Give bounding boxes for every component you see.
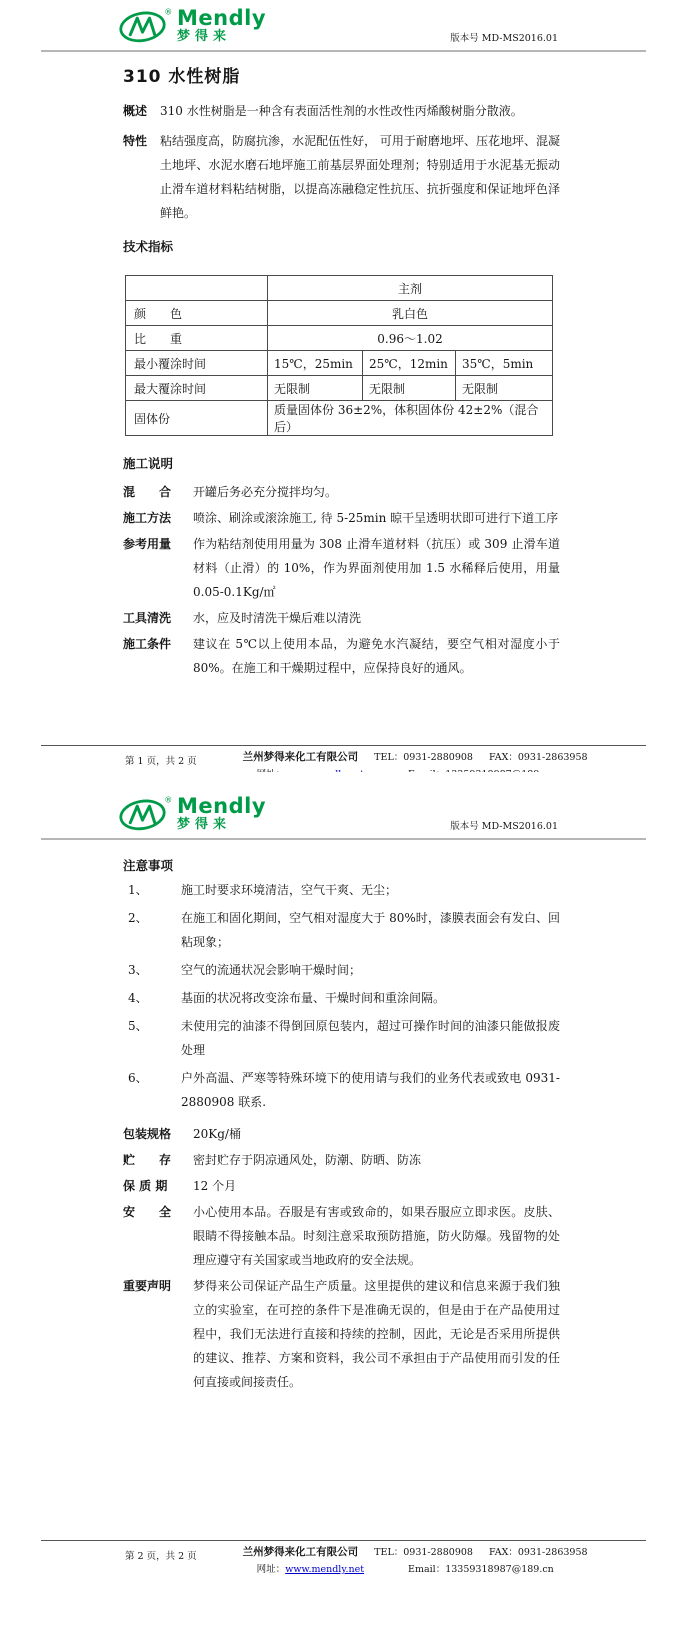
- note-text: 未使用完的油漆不得倒回原包装内，超过可操作时间的油漆只能做报废处理: [181, 1019, 560, 1057]
- features-section: [123, 129, 560, 225]
- logo-text: [177, 796, 266, 831]
- table-row: [126, 351, 553, 376]
- info-item-shelf-life: [123, 1174, 560, 1198]
- table-cell-label: 颜 色: [126, 301, 268, 326]
- note-text: 施工时要求环境清洁，空气干爽、无尘；: [181, 883, 398, 897]
- table-row: [126, 301, 553, 326]
- item-label: 混 合: [123, 485, 172, 499]
- company-name: 兰州梦得来化工有限公司: [242, 1546, 359, 1558]
- overview-label: 概述: [123, 104, 148, 118]
- fax-label: FAX：0931-2863958: [488, 1547, 588, 1558]
- construction-item-tool-cleaning: [123, 606, 560, 630]
- website-label: 网址：: [256, 1564, 286, 1575]
- note-item: [128, 1066, 560, 1114]
- page-2: [0, 772, 687, 1638]
- note-number: 4、: [128, 991, 148, 1005]
- company-logo: [118, 794, 266, 834]
- logo-brand-name: Mendly: [177, 6, 267, 30]
- version-label: 版本号 MD-MS2016.01: [450, 33, 558, 44]
- table-cell-main-agent: 主剂: [268, 276, 553, 301]
- note-item: [128, 878, 560, 902]
- table-cell-value: 25℃，12min: [363, 351, 456, 376]
- logo-brand-name-cn: 梦得来: [177, 817, 232, 832]
- table-cell-value: 乳白色: [268, 301, 553, 326]
- fax-label: FAX：0931-2863958: [488, 752, 588, 763]
- footer-row-1: [243, 749, 588, 764]
- note-number: 3、: [128, 963, 148, 977]
- table-cell-label: 最小覆涂时间: [126, 351, 268, 376]
- item-label: 施工条件: [123, 637, 172, 651]
- tel-label: TEL：0931-2880908: [374, 1547, 473, 1558]
- table-cell-label: 固体份: [126, 401, 268, 436]
- page-header: [0, 772, 687, 838]
- mendly-ellipse-logo-icon: [118, 794, 174, 834]
- mendly-ellipse-logo-icon: [118, 6, 174, 46]
- features-text: 粘结强度高，防腐抗渗，水泥配伍性好， 可用于耐磨地坪、压花地坪、混凝土地坪、水泥水磨石地坪施工前基层界面处理剂；特别适用于水泥基无振动止滑车道材料粘结树脂，以提高冻融稳定性抗压、抗折强度和保证地坪色泽鲜艳。: [160, 134, 560, 220]
- table-cell-label: 最大覆涂时间: [126, 376, 268, 401]
- item-label: 参考用量: [123, 537, 172, 551]
- note-item: [128, 958, 560, 982]
- header-rule: [41, 50, 646, 52]
- note-item: [128, 986, 560, 1010]
- page-1: [0, 0, 687, 772]
- version-label: 版本号 MD-MS2016.01: [450, 821, 558, 832]
- note-item: [128, 906, 560, 954]
- table-row: [126, 376, 553, 401]
- note-text: 基面的状况将改变涂布量、干燥时间和重涂间隔。: [181, 991, 446, 1005]
- footer-row-1: [243, 1544, 588, 1559]
- website-link[interactable]: www.mendly.net: [285, 1564, 365, 1575]
- item-label: 重要声明: [123, 1279, 172, 1293]
- table-row: [126, 401, 553, 436]
- logo-brand-name-cn: 梦得来: [177, 29, 232, 44]
- item-label: 贮 存: [123, 1153, 172, 1167]
- logo-text: [177, 8, 266, 43]
- tel-label: TEL：0931-2880908: [374, 752, 473, 763]
- note-text: 户外高温、严寒等特殊环境下的使用请与我们的业务代表或致电 0931-2880908 联系.: [181, 1071, 560, 1109]
- table-cell-value: 无限制: [363, 376, 456, 401]
- item-text: 喷涂、刷涂或滚涂施工, 待 5-25min 晾干呈透明状即可进行下道工序: [193, 511, 559, 525]
- table-cell-value: 无限制: [268, 376, 363, 401]
- item-text: 小心使用本品。吞服是有害或致命的，如果吞服应立即求医。皮肤、眼睛不得接触本品。时刻注意采取预防措施，防火防爆。残留物的处理应遵守有关国家或当地政府的安全法规。: [193, 1205, 560, 1267]
- construction-item-dosage: [123, 532, 560, 604]
- registered-mark: ®: [164, 7, 173, 17]
- item-text: 作为粘结剂使用用量为 308 止滑车道材料（抗压）或 309 止滑车道材料（止滑）的 10%，作为界面剂使用加 1.5 水稀释后使用，用量 0.05-0.1Kg/㎡: [193, 537, 560, 599]
- note-number: 6、: [128, 1071, 148, 1085]
- overview-section: [123, 99, 560, 123]
- item-text: 梦得来公司保证产品生产质量。这里提供的建议和信息来源于我们独立的实验室，在可控的条件下是准确无误的，但是由于在产品使用过程中，我们无法进行直接和持续的控制，因此，无论是否采用所提供的建议、推荐、方案和资料，我公司不承担由于产品使用而引发的任何直接或间接责任。: [193, 1279, 560, 1389]
- construction-item-mixing: [123, 480, 560, 504]
- logo-brand-name: Mendly: [177, 794, 267, 818]
- item-label: 保 质 期: [123, 1179, 168, 1193]
- page-header: [0, 0, 687, 50]
- item-text: 水，应及时清洗干燥后难以清洗: [193, 611, 362, 625]
- item-label: 施工方法: [123, 511, 172, 525]
- note-text: 在施工和固化期间，空气相对湿度大于 80%时，漆膜表面会有发白、回粘现象；: [181, 911, 560, 949]
- table-cell-empty: [126, 276, 268, 301]
- table-row: [126, 276, 553, 301]
- tech-spec-table: [125, 275, 553, 436]
- note-number: 1、: [128, 883, 148, 897]
- overview-text: 310 水性树脂是一种含有表面活性剂的水性改性丙烯酸树脂分散液。: [160, 104, 523, 118]
- registered-mark: ®: [164, 795, 173, 805]
- company-logo: [118, 6, 266, 46]
- page-number-label: 第 2 页，共 2 页: [125, 1551, 197, 1562]
- info-item-packaging: [123, 1122, 560, 1146]
- item-text: 12 个月: [193, 1179, 237, 1193]
- table-cell-value: 质量固体份 36±2%，体积固体份 42±2%（混合后）: [268, 401, 553, 436]
- item-label: 安 全: [123, 1205, 172, 1219]
- item-text: 开罐后务必充分搅拌均匀。: [193, 485, 338, 499]
- company-name: 兰州梦得来化工有限公司: [242, 751, 359, 763]
- item-label: 包装规格: [123, 1127, 172, 1141]
- table-cell-value: 0.96～1.02: [268, 326, 553, 351]
- email-label: Email：13359318987@189.cn: [408, 1564, 554, 1575]
- table-cell-label: 比 重: [126, 326, 268, 351]
- footer-company-info: [243, 1544, 588, 1575]
- product-title: 310 水性树脂: [123, 67, 241, 87]
- table-cell-value: 15℃，25min: [268, 351, 363, 376]
- construction-item-conditions: [123, 632, 560, 680]
- table-cell-value: 无限制: [456, 376, 553, 401]
- info-item-safety: [123, 1200, 560, 1272]
- note-text: 空气的流通状况会影响干燥时间；: [181, 963, 362, 977]
- footer-row-2: [257, 1561, 588, 1575]
- note-number: 5、: [128, 1019, 148, 1033]
- page-footer: [41, 1540, 646, 1575]
- table-row: [126, 326, 553, 351]
- page-number-label: 第 1 页，共 2 页: [125, 756, 197, 767]
- info-item-storage: [123, 1148, 560, 1172]
- construction-heading: 施工说明: [123, 456, 174, 471]
- website-wrap: [257, 1561, 364, 1575]
- item-text: 建议在 5℃以上使用本品，为避免水汽凝结，要空气相对湿度小于 80%。在施工和干燥期过程中，应保持良好的通风。: [193, 637, 560, 675]
- features-label: 特性: [123, 134, 148, 148]
- info-item-disclaimer: [123, 1274, 560, 1394]
- tech-spec-heading: 技术指标: [123, 239, 174, 254]
- header-rule: [41, 838, 646, 840]
- item-text: 20Kg/桶: [193, 1127, 241, 1141]
- table-cell-value: 35℃，5min: [456, 351, 553, 376]
- construction-item-method: [123, 506, 560, 530]
- item-text: 密封贮存于阴凉通风处，防潮、防晒、防冻: [193, 1153, 422, 1167]
- note-item: [128, 1014, 560, 1062]
- note-number: 2、: [128, 911, 148, 925]
- notes-heading: 注意事项: [123, 858, 174, 873]
- item-label: 工具清洗: [123, 611, 172, 625]
